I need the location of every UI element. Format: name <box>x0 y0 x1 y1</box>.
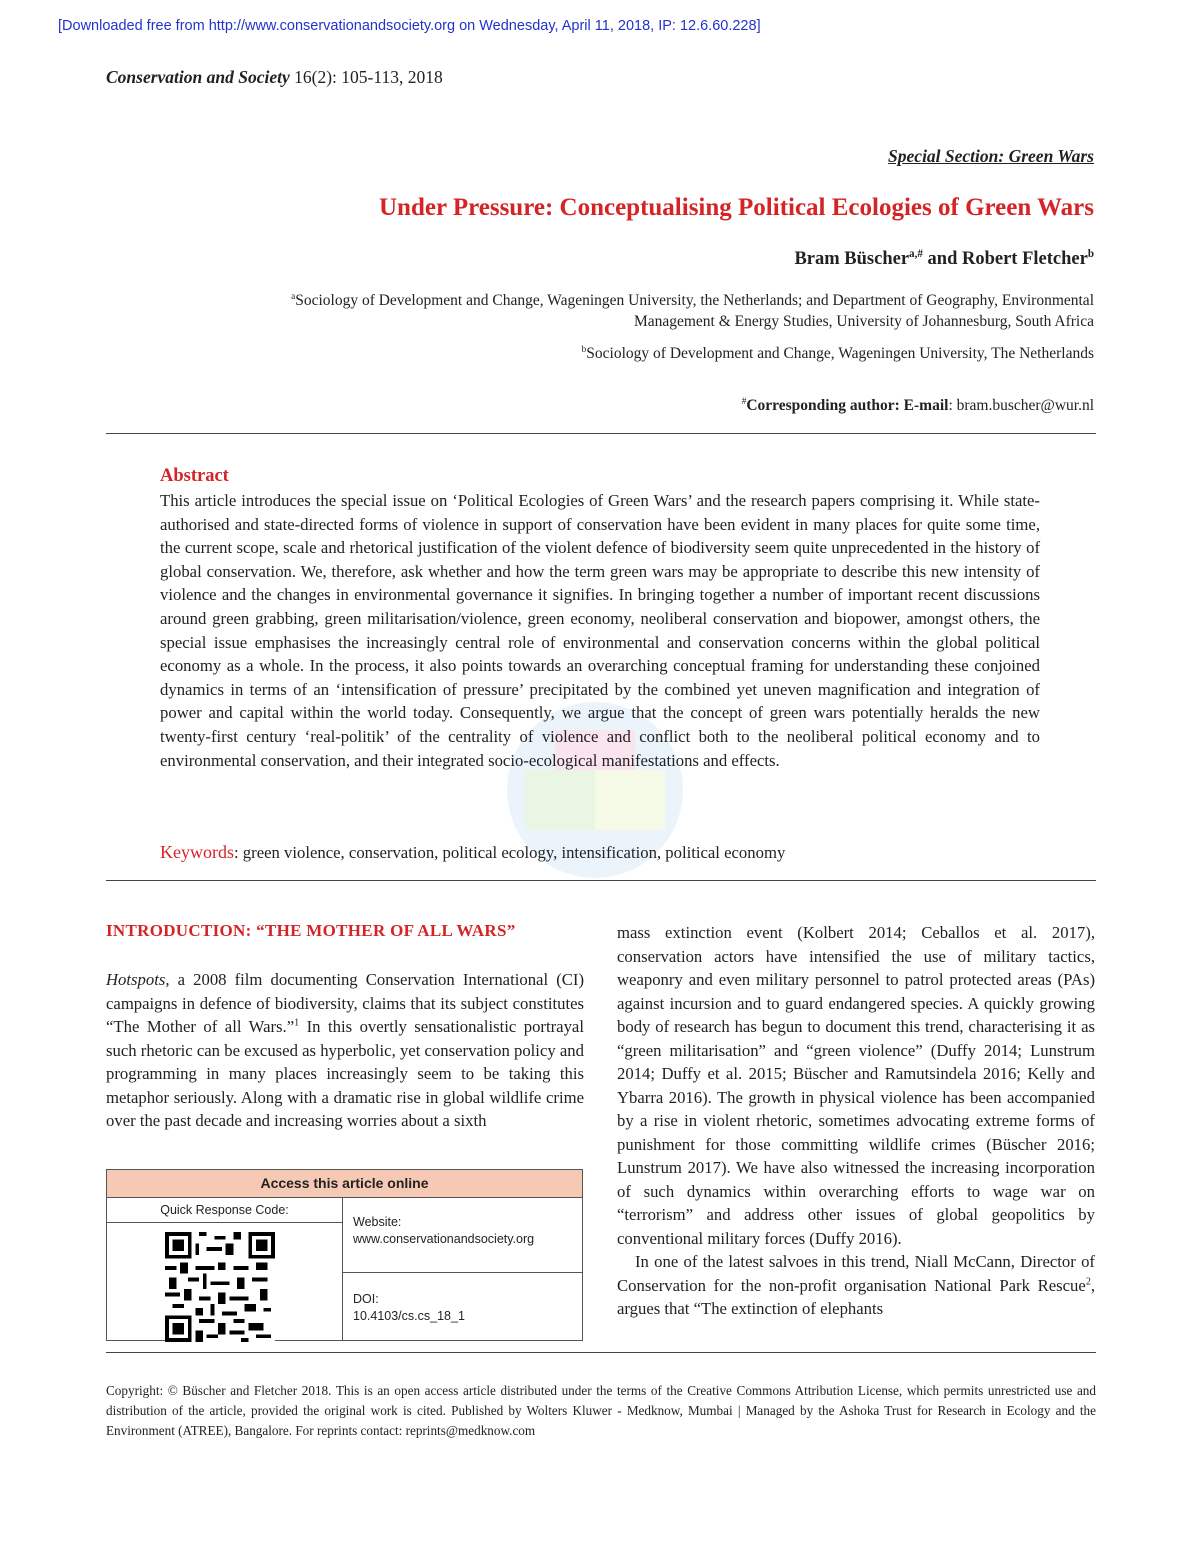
author-2-sup: b <box>1087 247 1094 260</box>
corresponding-sup: # <box>741 396 747 407</box>
access-box-heading: Access this article online <box>107 1170 582 1198</box>
corresponding-email[interactable]: : bram.buscher@wur.nl <box>948 397 1094 414</box>
affiliation-b-text: Sociology of Development and Change, Wageningen University, The Netherlands <box>586 345 1094 362</box>
intro-paragraph-3 <box>617 1250 1095 1321</box>
section-label: Special Section: Green Wars <box>888 146 1094 166</box>
author-2: Robert Fletcher <box>961 249 1088 269</box>
copyright-notice: Copyright: © Büscher and Fletcher 2018. This is an open access article distributed under the terms of the Creative Commons Attribution License, which permits unrestricted use and distribution of the article, provided the original work is cited. Published by Wolters Kluwer - Medknow, Mumbai | Managed by the Ashoka Trust for Research in Ecology and the Environment (ATREE), Bangalore. For reprints contact: reprints@medknow.com <box>106 1383 1096 1438</box>
journal-citation <box>106 67 443 88</box>
affiliation-b-sup: b <box>581 344 587 355</box>
affiliation-a-sup: a <box>291 291 296 302</box>
website-link[interactable]: www.conservationandsociety.org <box>353 1232 535 1246</box>
footnote-1[interactable]: 1 <box>294 1017 300 1029</box>
access-info-cell <box>343 1198 582 1340</box>
intro-right-column <box>617 921 1095 1321</box>
intro-paragraph-1 <box>106 968 584 1133</box>
keywords <box>160 842 785 863</box>
intro-film-title: Hotspots <box>106 970 166 989</box>
website-label: Website: <box>353 1215 402 1229</box>
affiliation-b <box>134 343 1094 364</box>
qr-label: Quick Response Code: <box>107 1198 342 1223</box>
article-title: Under Pressure: Conceptualising Political Ecologies of Green Wars <box>378 194 1094 221</box>
qr-code-icon[interactable] <box>165 1232 275 1342</box>
doi-label: DOI: <box>353 1292 379 1306</box>
abstract-section <box>160 466 1040 772</box>
affiliation-a <box>134 290 1094 332</box>
abstract-heading: Abstract <box>160 466 229 486</box>
intro-paragraph-2: mass extinction event (Kolbert 2014; Ceballos et al. 2017), conservation actors have intensified the use of military tactics, weaponry and even military personnel to patrol protected areas (PAs) against incursion and to guard endangered species. A quickly growing body of research has begun to document this trend, characterising it as “green militarisation” and “green violence” (Duffy 2014; Lunstrum 2014; Duffy et al. 2015; Büscher and Ramutsindela 2016; Kelly and Ybarra 2016). The growth in physical violence has been accompanied by a rise in violent rhetoric, sometimes advocating extreme forms of punishment for those committing wildlife crimes (Büscher 2016; Lunstrum 2017). We have also witnessed the increasing incorporation of such dynamics within overarching efforts to wage war on “terrorism” and address other issues of global geopolitics by conventional military forces (Duffy 2016). <box>617 923 1095 1248</box>
author-and: and <box>922 249 962 269</box>
download-notice: [Downloaded free from http://www.conservationandsociety.org on Wednesday, April 11, 2018, IP: 12.6.60.228] <box>58 18 761 34</box>
affiliation-a-line2: Management & Energy Studies, University of Johannesburg, South Africa <box>633 313 1094 330</box>
corresponding-author <box>742 397 1094 415</box>
author-1: Bram Büscher <box>794 249 910 269</box>
divider-top <box>106 433 1096 434</box>
keywords-text: : green violence, conservation, political ecology, intensification, political economy <box>234 843 786 862</box>
keywords-label: Keywords <box>160 842 234 862</box>
qr-cell <box>107 1198 343 1340</box>
journal-volume: 16(2): 105-113, 2018 <box>289 67 443 87</box>
affiliation-a-line1: Sociology of Development and Change, Wageningen University, the Netherlands; and Department of Geography, Environmental <box>295 292 1094 309</box>
doi-cell <box>343 1273 582 1325</box>
website-cell <box>343 1198 582 1273</box>
footnote-2[interactable]: 2 <box>1085 1275 1091 1287</box>
author-line <box>794 249 1094 270</box>
doi-value[interactable]: 10.4103/cs.cs_18_1 <box>353 1309 465 1323</box>
divider-footer <box>106 1352 1096 1353</box>
intro-heading: INTRODUCTION: “THE MOTHER OF ALL WARS” <box>106 921 516 940</box>
corresponding-label: Corresponding author: E-mail <box>746 397 949 414</box>
journal-name: Conservation and Society <box>106 67 290 87</box>
intro-p1a: , a 2008 film documenting Conservation International (CI) campaigns in defence of biodiversity, claims that its subject constitutes “The Mother of all Wars.” <box>106 970 584 1036</box>
divider-mid <box>106 880 1096 881</box>
intro-p3b: , argues that “The extinction of elephants <box>617 1275 1095 1318</box>
intro-left-column <box>106 968 584 1133</box>
access-article-box <box>106 1169 583 1341</box>
abstract-text: This article introduces the special issue on ‘Political Ecologies of Green Wars’ and the research papers comprising it. While state-authorised and state-directed forms of violence in support of conservation have been evident in many places for quite some time, the current scope, scale and rhetorical justification of the violent defence of biodiversity seem quite unprecedented in the history of global conservation. We, therefore, ask whether and how the term green wars may be appropriate to describe this new intensity of violence and the changes in environmental governance it signifies. In bringing together a number of important recent discussions around green grabbing, green militarisation/violence, green economy, neoliberal conservation and biopower, amongst others, the special issue emphasises the increasingly central role of environmental and conservation concerns within the global political economy as a whole. In the process, it also points towards an overarching conceptual framing for understanding these conjoined dynamics in terms of an ‘intensification of pressure’ precipitated by the combined yet uneven magnification and integration of power and capital within the world today. Consequently, we argue that the concept of green wars potentially heralds the new twenty-first century ‘real-politik’ of the centrality of violence and conflict both to the neoliberal political economy and to environmental conservation, and their integrated socio-ecological manifestations and effects. <box>160 491 1040 770</box>
author-1-sup: a,# <box>909 247 923 260</box>
intro-p3a: In one of the latest salvoes in this trend, Niall McCann, Director of Conservation for the non-profit organisation National Park Rescue <box>617 1252 1095 1295</box>
intro-p1b: In this overtly sensationalistic portrayal such rhetoric can be excused as hyperbolic, yet conservation policy and programming in many places increasingly seem to be taking this metaphor seriously. Along with a dramatic rise in global wildlife crime over the past decade and increasing worries about a sixth <box>106 1017 584 1130</box>
